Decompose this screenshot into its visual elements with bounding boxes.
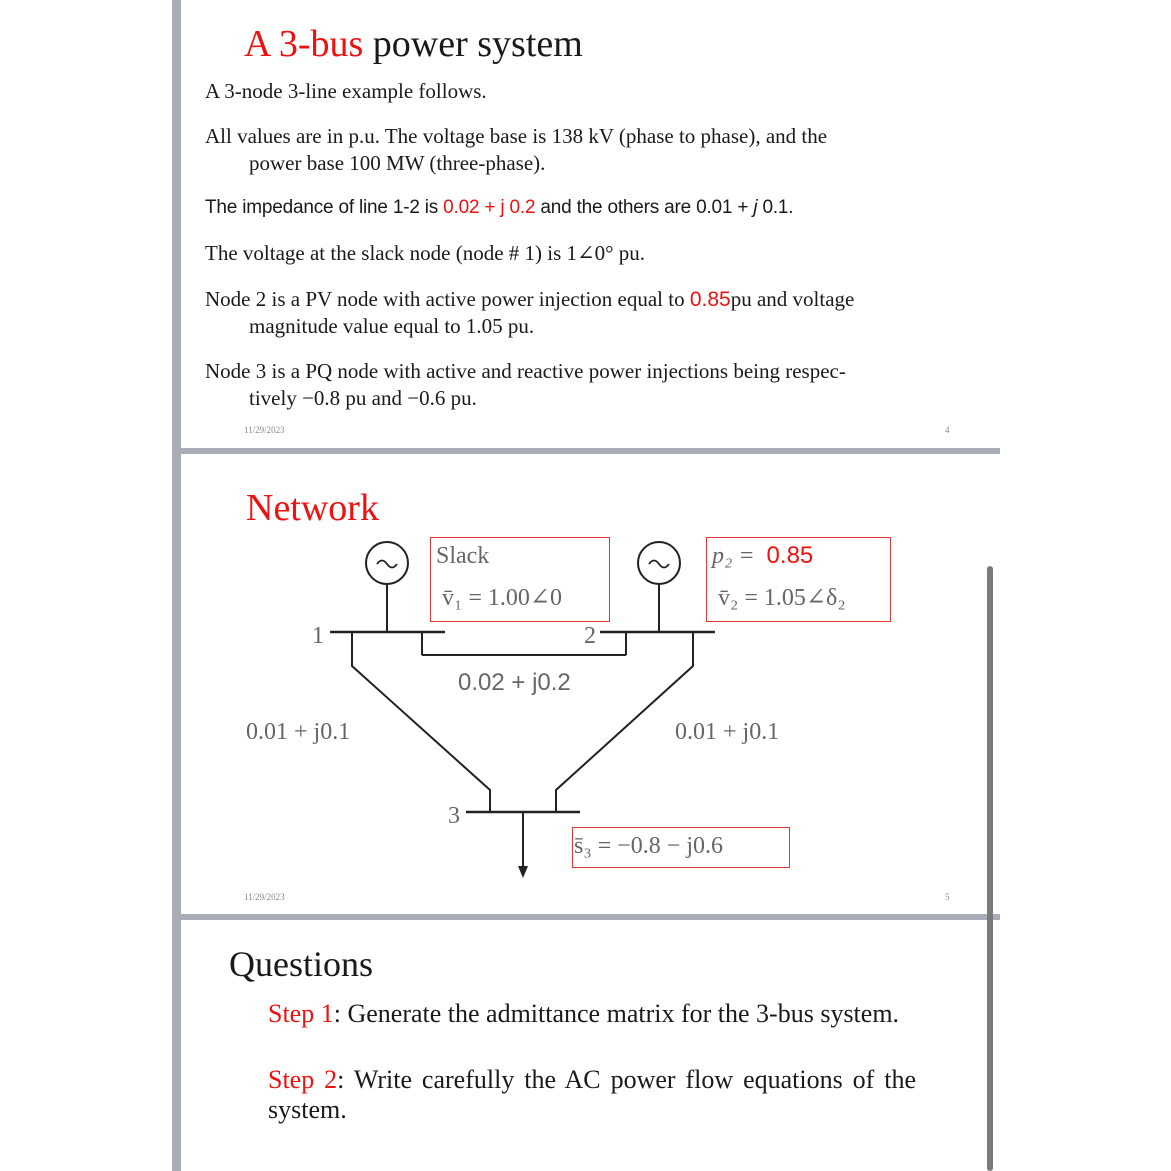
impedance-j: j	[753, 197, 758, 218]
pq-line-1: Node 3 is a PQ node with active and reactive power injections being respec-	[205, 359, 846, 383]
step-2-item	[268, 1065, 916, 1125]
slack-box	[430, 537, 610, 622]
step-2-text: : Write carefully the AC power flow equations of the system.	[268, 1065, 916, 1124]
impedance-text-c: and the others are 0.01 +	[535, 197, 754, 218]
pq-line-2: tively −0.8 pu and −0.6 pu.	[249, 386, 477, 410]
bases-line-2: power base 100 MW (three-phase).	[249, 151, 546, 175]
bus-1-bar	[330, 632, 445, 655]
impedance-1-3-label: 0.01 + j0.1	[246, 719, 351, 745]
v2-label: v̄₂ = 1.05∠δ₂	[718, 585, 846, 611]
step-1-text: : Generate the admittance matrix for the 3-bus system.	[333, 999, 900, 1028]
generator-1-icon	[366, 542, 408, 632]
v1-label: v̄₁ = 1.00∠0	[442, 585, 563, 611]
impedance-line12-value: 0.02 + j 0.2	[443, 197, 536, 218]
step-1-item	[268, 999, 916, 1029]
bus-2-label: 2	[584, 623, 596, 649]
bus-3-bar	[466, 812, 580, 878]
intro-text: A 3-node 3-line example follows.	[205, 79, 487, 103]
impedance-text-a: The impedance of line 1-2 is	[205, 197, 444, 218]
pv-box	[706, 537, 891, 622]
title-red-part: A 3-bus	[244, 23, 364, 65]
slide-divider-2	[180, 914, 1000, 920]
step-1-label: Step 1	[268, 999, 334, 1028]
slide-2-page-number: 5	[945, 892, 950, 902]
pv-power-value: 0.85	[689, 288, 731, 311]
impedance-text-e: 0.1.	[757, 197, 794, 218]
load-arrow-icon	[518, 866, 528, 878]
slide-2-title: Network	[246, 487, 379, 529]
slack-label: Slack	[436, 543, 490, 569]
impedance-1-2-label: 0.02 + j0.2	[458, 669, 571, 696]
title-black-part: power system	[363, 23, 583, 65]
impedance-2-3-label: 0.01 + j0.1	[675, 719, 780, 745]
bus-1-label: 1	[312, 623, 324, 649]
pv-text-a: Node 2 is a PV node with active power injection equal to	[205, 287, 690, 311]
slide-3-title: Questions	[229, 944, 373, 984]
slide-1-page-number: 4	[945, 425, 950, 435]
p2-label	[712, 543, 813, 569]
slide-1-footer-date: 11/29/2023	[244, 425, 285, 435]
bases-line-1: All values are in p.u. The voltage base is 138 kV (phase to phase), and the	[205, 124, 828, 148]
vertical-scrollbar[interactable]	[987, 566, 993, 1171]
p2-value: 0.85	[766, 542, 814, 569]
line-2-3	[556, 655, 693, 812]
slide-2-footer-date: 11/29/2023	[244, 892, 285, 902]
generator-2-icon	[638, 542, 680, 632]
step-2-label: Step 2	[268, 1065, 338, 1094]
bus-2-bar	[600, 632, 715, 655]
slack-voltage-text: The voltage at the slack node (node # 1) is 1∠0° pu.	[205, 241, 646, 265]
s3-label: s̄₃ = −0.8 − j0.6	[574, 833, 723, 859]
p2-symbol: p₂ =	[712, 543, 755, 569]
bus-3-label: 3	[448, 803, 460, 829]
load-box	[572, 827, 790, 868]
pv-line-2: magnitude value equal to 1.05 pu.	[249, 314, 535, 338]
pv-text-c: pu and voltage	[730, 287, 855, 311]
